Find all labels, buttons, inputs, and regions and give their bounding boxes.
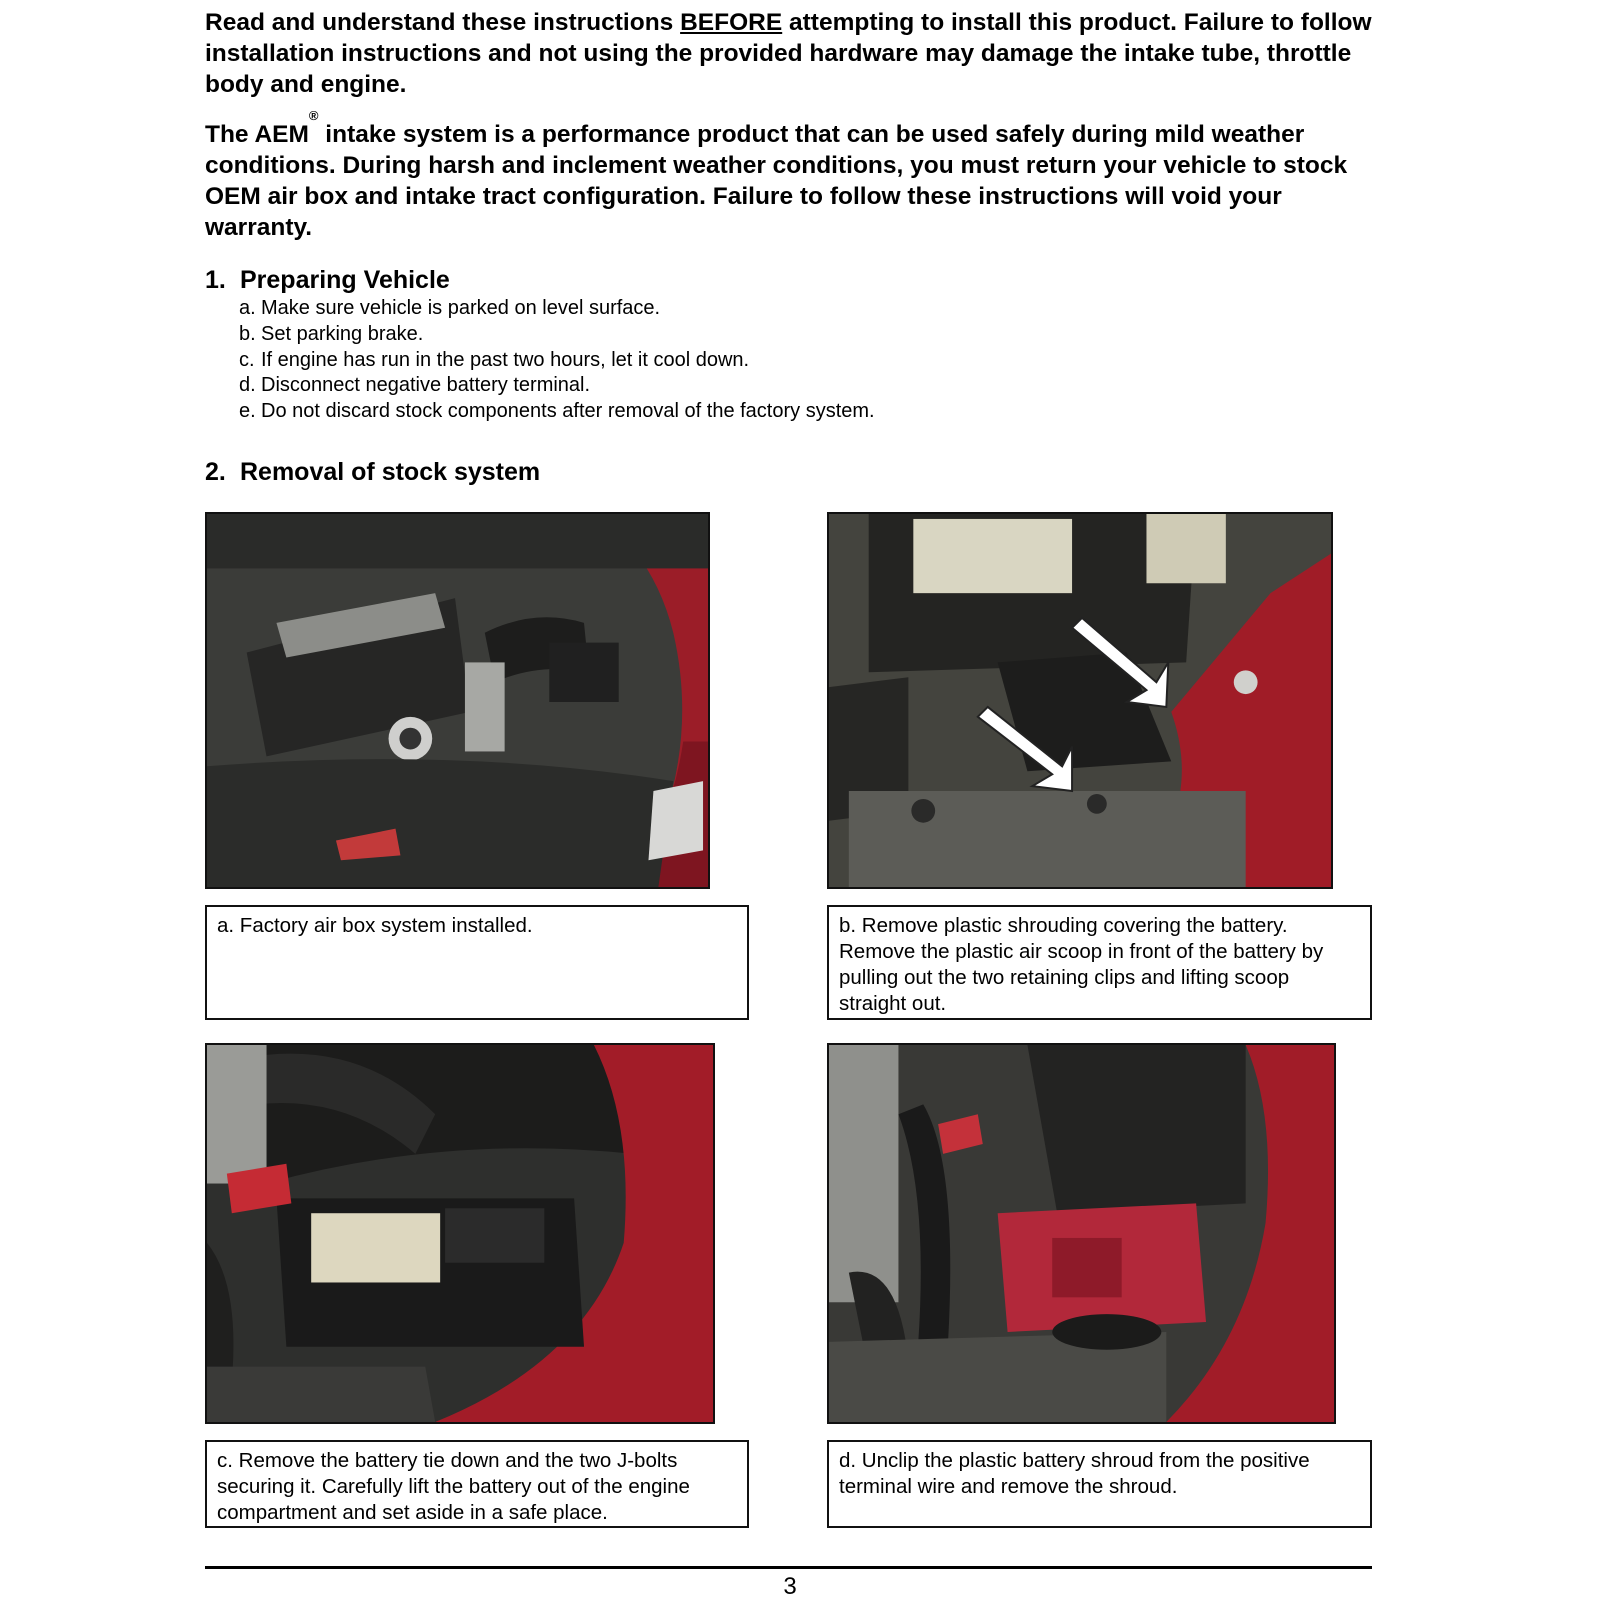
emphasis-before: BEFORE bbox=[680, 9, 783, 36]
list-item: d. Disconnect negative battery terminal. bbox=[239, 374, 591, 397]
preparing-steps-list bbox=[239, 296, 875, 425]
list-item: c. If engine has run in the past two hours, let it cool down. bbox=[239, 348, 750, 371]
footer-rule bbox=[205, 1566, 1372, 1569]
photo-battery-tie-down bbox=[205, 1043, 715, 1424]
photo-factory-airbox bbox=[205, 512, 710, 889]
list-item: a. Make sure vehicle is parked on level surface. bbox=[239, 297, 661, 319]
caption-step-b: b. Remove plastic shrouding covering the battery. Remove the plastic air scoop in front of the battery by pulling out the two retaining clips and lifting scoop straight out. bbox=[827, 905, 1372, 1020]
caption-step-d: d. Unclip the plastic battery shroud from the positive terminal wire and remove the shroud. bbox=[827, 1440, 1372, 1528]
caption-step-c: c. Remove the battery tie down and the two J-bolts securing it. Carefully lift the battery out of the engine compartment and set aside in a safe place. bbox=[205, 1440, 749, 1528]
list-item: e. Do not discard stock components after removal of the factory system. bbox=[239, 400, 875, 423]
registered-mark: ® bbox=[308, 108, 319, 123]
warning-paragraph: Read and understand these instructions BEFORE attempting to install this product. Failure to follow installation instructions and not using the provided hardware may damage the intake tube, throttle body and engine. bbox=[205, 9, 1372, 98]
caption-step-a: a. Factory air box system installed. bbox=[205, 905, 749, 1020]
photo-shroud-removed bbox=[827, 1043, 1336, 1424]
page-number: 3 bbox=[783, 1573, 797, 1600]
section-heading-preparing-vehicle: 1. Preparing Vehicle bbox=[205, 266, 450, 294]
weather-notice-paragraph: The AEM® intake system is a performance product that can be used safely during mild weather conditions. During harsh and inclement weather conditions, you must return your vehicle to stock OEM air box and intake tract configuration. Failure to follow these instructions will void your warranty. bbox=[205, 108, 1348, 241]
list-item: b. Set parking brake. bbox=[239, 322, 424, 345]
photo-battery-shroud bbox=[827, 512, 1333, 889]
section-heading-removal: 2. Removal of stock system bbox=[205, 458, 541, 486]
